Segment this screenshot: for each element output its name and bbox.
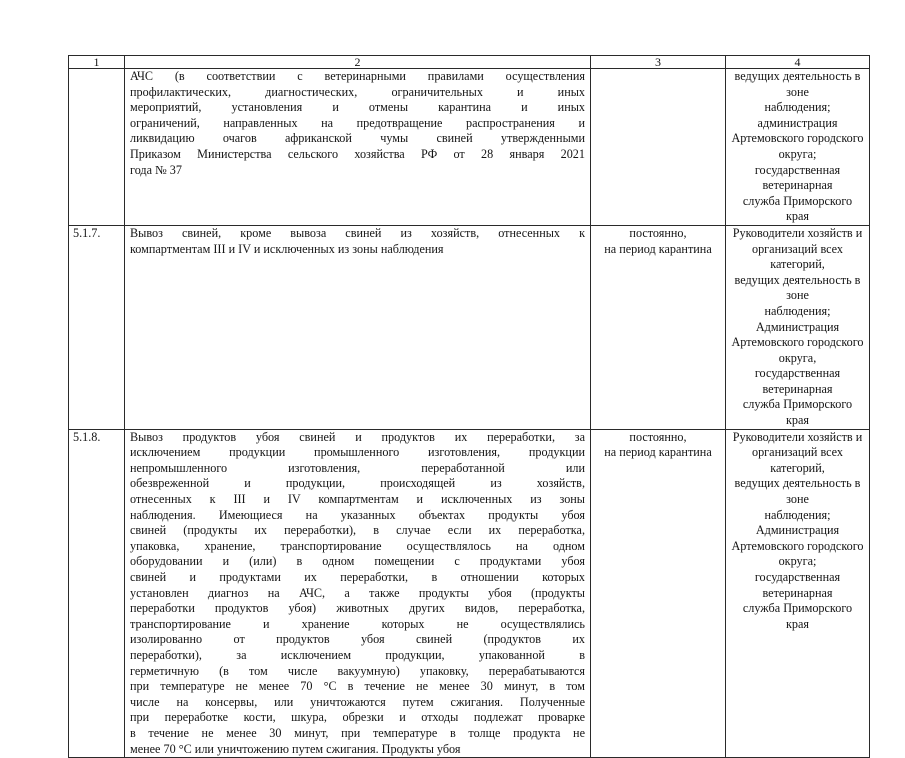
text-line: исключением продукции промышленного изготовления, продукции: [130, 445, 585, 460]
text-line: свиней (продукты их переработки), в случае если их переработка,: [130, 523, 585, 538]
text-line: организаций всех категорий,: [751, 445, 844, 475]
text-line: служба Приморского края: [742, 601, 853, 631]
text-line: наблюдения; Администрация: [755, 303, 840, 334]
table-row: [69, 429, 870, 757]
text-line: наблюдения; администрация: [757, 100, 838, 130]
table-row: [69, 225, 870, 429]
text-line: Руководители хозяйств и: [732, 225, 863, 240]
text-line: Артемовского городского округа;: [731, 131, 864, 161]
text-line: переработки), за исключением продукции, упакованной в: [130, 647, 585, 662]
row-number: 5.1.7.: [69, 225, 125, 429]
measure-description: [125, 225, 591, 429]
text-line: Приказом Министерства сельского хозяйства РФ от 28 января 2021: [130, 146, 585, 161]
column-header-3: 3: [591, 56, 726, 69]
text-line: отнесенных к III и IV компартментам и исключенных из зоны: [130, 492, 585, 507]
table-row: [69, 69, 870, 226]
measure-period: [591, 225, 726, 429]
column-header-1: 1: [69, 56, 125, 69]
text-line: ликвидацию очагов африканской чумы свиней утвержденными: [130, 131, 585, 146]
text-line: наблюдения. Имеющиеся на указанных объектах продукты убоя: [130, 507, 585, 522]
text-line: государственная ветеринарная: [754, 366, 841, 396]
column-header-4: 4: [726, 56, 870, 69]
text-line: ведущих деятельность в зоне: [734, 476, 861, 507]
text-line: транспортирование и хранение которых не осуществлялись: [130, 616, 585, 631]
text-line: ограничений, направленных на предотвращение распространения и: [130, 115, 585, 130]
text-line: Вывоз продуктов убоя свиней и продуктов их переработки, за: [130, 429, 585, 444]
text-line: Артемовского городского округа;: [731, 538, 864, 569]
text-line: компартментам III и IV и исключенных из зоны наблюдения: [130, 241, 444, 256]
text-line: при температуре не менее 70 °С в течение не менее 30 минут, в том: [130, 679, 585, 694]
text-line: при переработке кости, шкура, обрезки и отходы подлежат проварке: [130, 710, 585, 725]
text-line: АЧС (в соответствии с ветеринарными правилами осуществления: [130, 69, 585, 83]
measures-table: [68, 55, 870, 758]
measure-description: [125, 69, 591, 226]
text-line: упаковка, хранение, транспортирование осуществлялось на одном: [130, 538, 585, 553]
text-line: установлен диагноз на АЧС, а также продукты убоя (продукты: [130, 585, 585, 600]
text-line: менее 70 °С или уничтожению путем сжигания. Продукты убоя: [130, 741, 461, 756]
text-line: профилактических, диагностических, ограничительных и иных: [130, 84, 585, 99]
row-number: 5.1.8.: [69, 429, 125, 757]
column-header-2: 2: [125, 56, 591, 69]
text-line: непромышленного изготовления, переработанной или: [130, 460, 585, 475]
text-line: Артемовского городского округа,: [731, 335, 864, 365]
text-line: ведущих деятельность в зоне: [734, 272, 861, 303]
text-line: служба Приморского края: [742, 193, 853, 224]
measure-description: [125, 429, 591, 757]
text-line: в течение не менее 30 минут, при температуре в толще продукта не: [130, 725, 585, 740]
text-line: служба Приморского края: [742, 397, 853, 428]
text-line: оборудовании и (или) в одном помещении с продуктами убоя: [130, 554, 585, 569]
measure-responsible: [726, 69, 870, 226]
text-line: герметичную (в том числе вакуумную) упаковку, перерабатываются: [130, 663, 585, 678]
table-header-row: [69, 56, 870, 69]
measure-responsible: [726, 429, 870, 757]
text-line: на период карантина: [604, 241, 712, 256]
text-line: года № 37: [130, 162, 182, 177]
text-line: организаций всех категорий,: [751, 241, 844, 272]
measure-responsible: [726, 225, 870, 429]
text-line: свиней и продуктами их переработки, в отношении которых: [130, 570, 585, 584]
row-number: [69, 69, 125, 226]
text-line: ведущих деятельность в зоне: [734, 69, 861, 99]
text-line: обезвреженной и продукции, происходящей из хозяйств,: [130, 476, 585, 491]
text-line: переработки продуктов убоя) животных других видов, переработка,: [130, 601, 585, 616]
text-line: изолированно от продуктов убоя свиней (продуктов их: [130, 632, 585, 647]
text-line: Вывоз свиней, кроме вывоза свиней из хозяйств, отнесенных к: [130, 225, 585, 240]
measure-period: [591, 69, 726, 226]
text-line: постоянно,: [629, 429, 687, 444]
text-line: Руководители хозяйств и: [732, 429, 863, 444]
text-line: на период карантина: [604, 445, 712, 460]
measure-period: [591, 429, 726, 757]
text-line: государственная ветеринарная: [754, 162, 841, 193]
text-line: числе на консервы, или уничтожаются путем сжигания. Полученные: [130, 694, 585, 709]
text-line: постоянно,: [629, 225, 687, 240]
text-line: государственная ветеринарная: [754, 570, 841, 600]
text-line: мероприятий, установления и отмены карантина и иных: [130, 100, 585, 115]
text-line: наблюдения; Администрация: [755, 507, 840, 538]
